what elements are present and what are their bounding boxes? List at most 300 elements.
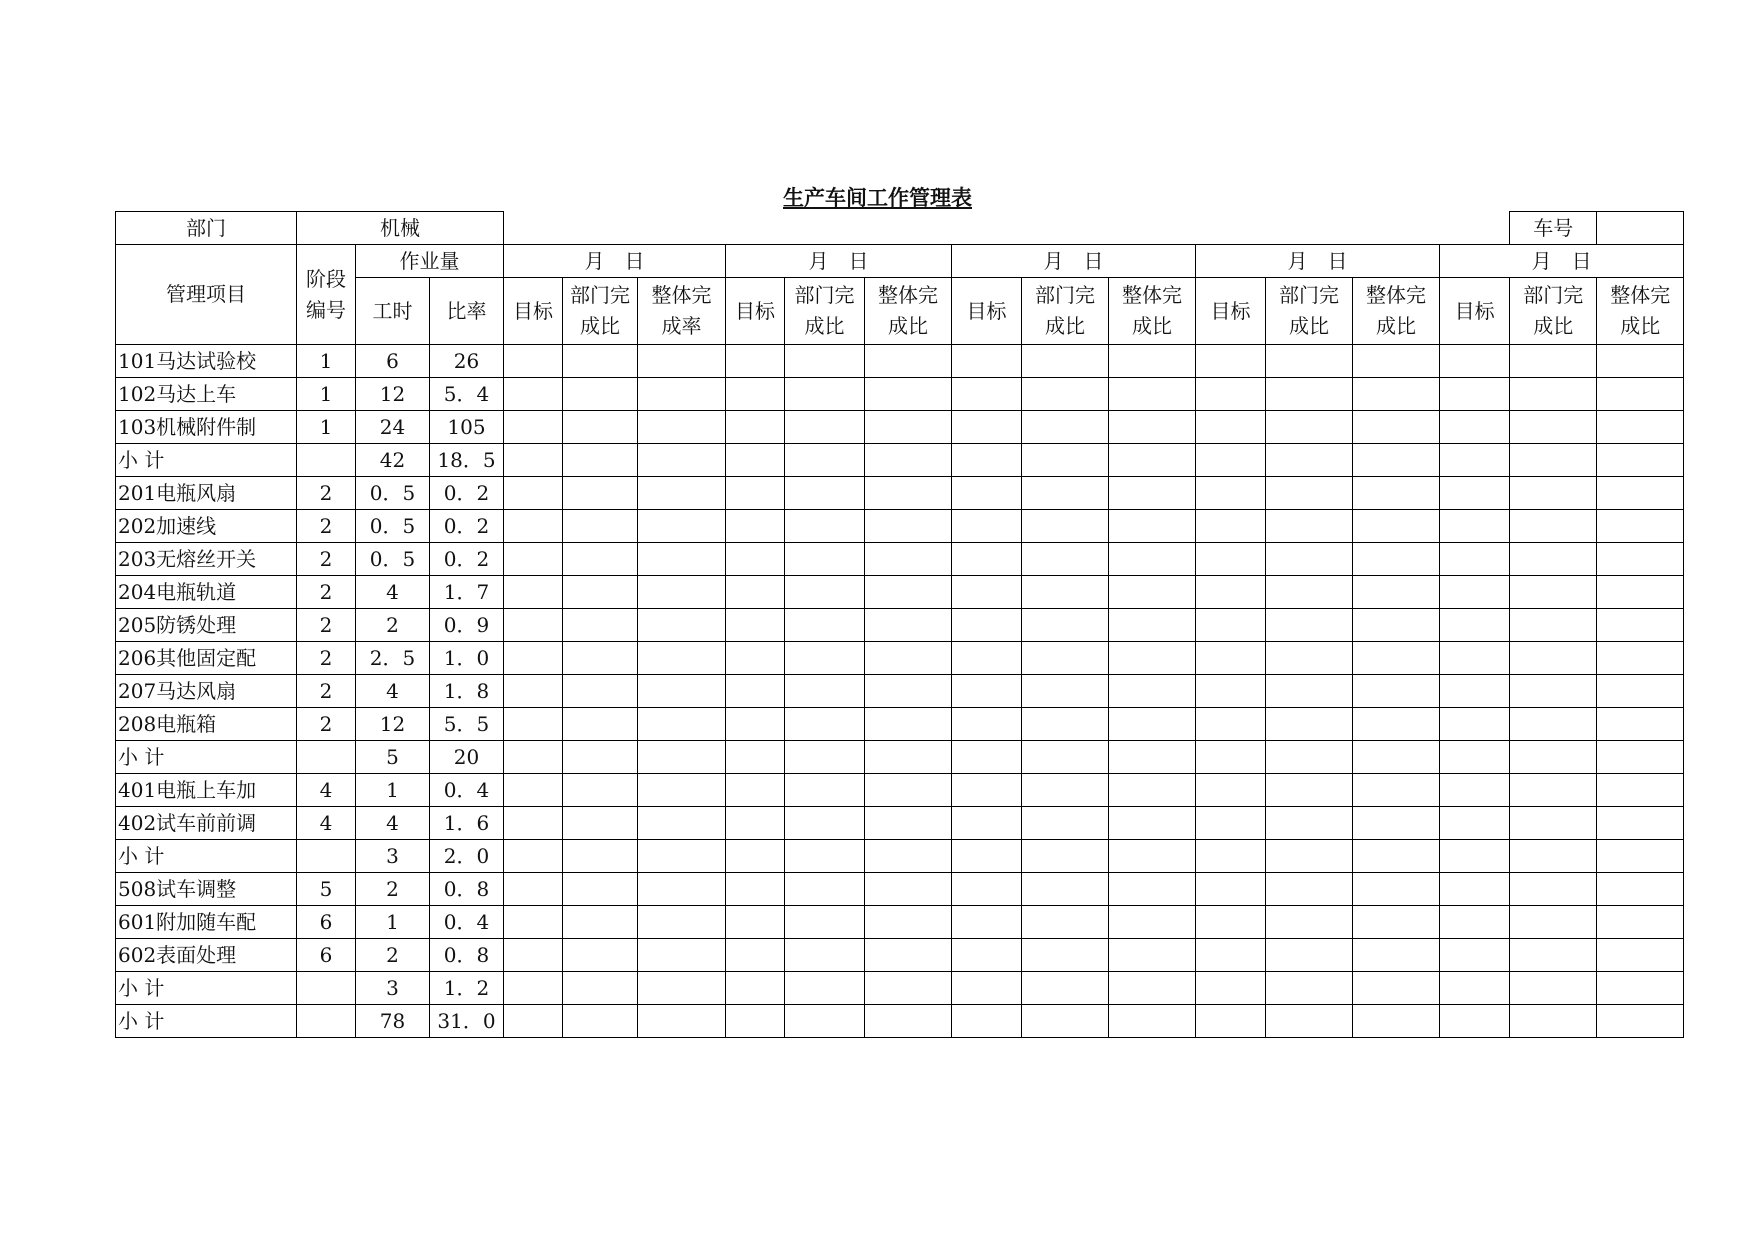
entry-cell[interactable] (952, 510, 1022, 543)
entry-cell[interactable] (1196, 543, 1266, 576)
entry-cell[interactable] (865, 477, 952, 510)
entry-cell[interactable] (1109, 1005, 1196, 1038)
entry-cell[interactable] (1266, 939, 1353, 972)
entry-cell[interactable] (1022, 939, 1109, 972)
entry-cell[interactable] (1266, 1005, 1353, 1038)
entry-cell[interactable] (1022, 906, 1109, 939)
entry-cell[interactable] (1022, 477, 1109, 510)
entry-cell[interactable] (1440, 477, 1510, 510)
entry-cell[interactable] (865, 1005, 952, 1038)
entry-cell[interactable] (865, 510, 952, 543)
entry-cell[interactable] (952, 840, 1022, 873)
entry-cell[interactable] (785, 378, 865, 411)
entry-cell[interactable] (1353, 576, 1440, 609)
entry-cell[interactable] (726, 972, 785, 1005)
entry-cell[interactable] (1353, 477, 1440, 510)
entry-cell[interactable] (1022, 675, 1109, 708)
entry-cell[interactable] (1109, 807, 1196, 840)
entry-cell[interactable] (504, 906, 563, 939)
entry-cell[interactable] (638, 873, 726, 906)
entry-cell[interactable] (1353, 939, 1440, 972)
entry-cell[interactable] (952, 543, 1022, 576)
entry-cell[interactable] (638, 906, 726, 939)
entry-cell[interactable] (1440, 642, 1510, 675)
entry-cell[interactable] (1196, 873, 1266, 906)
entry-cell[interactable] (638, 576, 726, 609)
entry-cell[interactable] (1353, 510, 1440, 543)
entry-cell[interactable] (865, 708, 952, 741)
entry-cell[interactable] (504, 378, 563, 411)
entry-cell[interactable] (952, 675, 1022, 708)
entry-cell[interactable] (726, 609, 785, 642)
entry-cell[interactable] (563, 906, 638, 939)
entry-cell[interactable] (952, 873, 1022, 906)
entry-cell[interactable] (504, 411, 563, 444)
entry-cell[interactable] (1109, 741, 1196, 774)
entry-cell[interactable] (865, 840, 952, 873)
entry-cell[interactable] (1510, 444, 1597, 477)
entry-cell[interactable] (1022, 411, 1109, 444)
entry-cell[interactable] (1510, 543, 1597, 576)
entry-cell[interactable] (1266, 675, 1353, 708)
entry-cell[interactable] (865, 873, 952, 906)
entry-cell[interactable] (1109, 345, 1196, 378)
entry-cell[interactable] (785, 972, 865, 1005)
entry-cell[interactable] (504, 873, 563, 906)
entry-cell[interactable] (563, 939, 638, 972)
entry-cell[interactable] (1022, 741, 1109, 774)
entry-cell[interactable] (1510, 1005, 1597, 1038)
entry-cell[interactable] (1440, 345, 1510, 378)
entry-cell[interactable] (638, 444, 726, 477)
entry-cell[interactable] (726, 510, 785, 543)
entry-cell[interactable] (638, 675, 726, 708)
entry-cell[interactable] (785, 345, 865, 378)
entry-cell[interactable] (1510, 972, 1597, 1005)
entry-cell[interactable] (952, 708, 1022, 741)
entry-cell[interactable] (1440, 774, 1510, 807)
entry-cell[interactable] (563, 840, 638, 873)
entry-cell[interactable] (1597, 741, 1684, 774)
entry-cell[interactable] (563, 807, 638, 840)
entry-cell[interactable] (1022, 510, 1109, 543)
entry-cell[interactable] (1266, 510, 1353, 543)
entry-cell[interactable] (563, 708, 638, 741)
entry-cell[interactable] (1109, 675, 1196, 708)
entry-cell[interactable] (726, 576, 785, 609)
entry-cell[interactable] (1597, 675, 1684, 708)
entry-cell[interactable] (1440, 972, 1510, 1005)
entry-cell[interactable] (726, 807, 785, 840)
entry-cell[interactable] (1196, 774, 1266, 807)
entry-cell[interactable] (504, 543, 563, 576)
entry-cell[interactable] (865, 345, 952, 378)
entry-cell[interactable] (1196, 510, 1266, 543)
entry-cell[interactable] (504, 477, 563, 510)
entry-cell[interactable] (1196, 906, 1266, 939)
entry-cell[interactable] (726, 477, 785, 510)
entry-cell[interactable] (785, 1005, 865, 1038)
entry-cell[interactable] (1510, 609, 1597, 642)
entry-cell[interactable] (1266, 840, 1353, 873)
entry-cell[interactable] (1353, 378, 1440, 411)
entry-cell[interactable] (1109, 939, 1196, 972)
entry-cell[interactable] (1109, 642, 1196, 675)
entry-cell[interactable] (1440, 939, 1510, 972)
entry-cell[interactable] (785, 642, 865, 675)
entry-cell[interactable] (952, 1005, 1022, 1038)
entry-cell[interactable] (1022, 576, 1109, 609)
entry-cell[interactable] (1510, 939, 1597, 972)
entry-cell[interactable] (785, 543, 865, 576)
entry-cell[interactable] (1022, 444, 1109, 477)
entry-cell[interactable] (1109, 543, 1196, 576)
entry-cell[interactable] (1353, 708, 1440, 741)
entry-cell[interactable] (1109, 774, 1196, 807)
entry-cell[interactable] (563, 477, 638, 510)
entry-cell[interactable] (726, 939, 785, 972)
dept-value[interactable] (297, 212, 504, 245)
entry-cell[interactable] (726, 345, 785, 378)
entry-cell[interactable] (1109, 576, 1196, 609)
entry-cell[interactable] (785, 807, 865, 840)
entry-cell[interactable] (1196, 741, 1266, 774)
entry-cell[interactable] (1196, 972, 1266, 1005)
entry-cell[interactable] (1440, 444, 1510, 477)
entry-cell[interactable] (1109, 378, 1196, 411)
entry-cell[interactable] (952, 741, 1022, 774)
entry-cell[interactable] (726, 444, 785, 477)
entry-cell[interactable] (952, 576, 1022, 609)
entry-cell[interactable] (563, 642, 638, 675)
entry-cell[interactable] (1510, 477, 1597, 510)
entry-cell[interactable] (1196, 807, 1266, 840)
entry-cell[interactable] (1266, 807, 1353, 840)
entry-cell[interactable] (1266, 576, 1353, 609)
entry-cell[interactable] (1510, 840, 1597, 873)
entry-cell[interactable] (1266, 411, 1353, 444)
entry-cell[interactable] (1353, 807, 1440, 840)
entry-cell[interactable] (785, 675, 865, 708)
entry-cell[interactable] (1022, 609, 1109, 642)
entry-cell[interactable] (726, 642, 785, 675)
entry-cell[interactable] (1266, 708, 1353, 741)
car-value[interactable] (1597, 212, 1684, 245)
entry-cell[interactable] (726, 873, 785, 906)
entry-cell[interactable] (1597, 774, 1684, 807)
entry-cell[interactable] (638, 378, 726, 411)
entry-cell[interactable] (1510, 741, 1597, 774)
entry-cell[interactable] (785, 774, 865, 807)
entry-cell[interactable] (1109, 510, 1196, 543)
entry-cell[interactable] (1022, 1005, 1109, 1038)
entry-cell[interactable] (865, 609, 952, 642)
entry-cell[interactable] (638, 807, 726, 840)
entry-cell[interactable] (1109, 609, 1196, 642)
entry-cell[interactable] (726, 411, 785, 444)
entry-cell[interactable] (1266, 609, 1353, 642)
entry-cell[interactable] (1440, 378, 1510, 411)
entry-cell[interactable] (865, 741, 952, 774)
entry-cell[interactable] (865, 444, 952, 477)
entry-cell[interactable] (504, 840, 563, 873)
entry-cell[interactable] (1597, 873, 1684, 906)
entry-cell[interactable] (1597, 510, 1684, 543)
entry-cell[interactable] (504, 741, 563, 774)
entry-cell[interactable] (865, 972, 952, 1005)
entry-cell[interactable] (1353, 972, 1440, 1005)
entry-cell[interactable] (638, 345, 726, 378)
entry-cell[interactable] (1440, 411, 1510, 444)
entry-cell[interactable] (1597, 807, 1684, 840)
entry-cell[interactable] (1440, 708, 1510, 741)
entry-cell[interactable] (563, 510, 638, 543)
entry-cell[interactable] (1266, 906, 1353, 939)
entry-cell[interactable] (1353, 840, 1440, 873)
entry-cell[interactable] (785, 906, 865, 939)
entry-cell[interactable] (1510, 873, 1597, 906)
entry-cell[interactable] (1196, 939, 1266, 972)
entry-cell[interactable] (1597, 972, 1684, 1005)
entry-cell[interactable] (726, 708, 785, 741)
entry-cell[interactable] (504, 708, 563, 741)
entry-cell[interactable] (563, 873, 638, 906)
entry-cell[interactable] (1510, 642, 1597, 675)
entry-cell[interactable] (1109, 708, 1196, 741)
entry-cell[interactable] (1266, 873, 1353, 906)
entry-cell[interactable] (1510, 774, 1597, 807)
entry-cell[interactable] (638, 741, 726, 774)
entry-cell[interactable] (1266, 345, 1353, 378)
entry-cell[interactable] (865, 411, 952, 444)
entry-cell[interactable] (1510, 708, 1597, 741)
entry-cell[interactable] (1353, 675, 1440, 708)
entry-cell[interactable] (1353, 411, 1440, 444)
entry-cell[interactable] (504, 939, 563, 972)
entry-cell[interactable] (785, 708, 865, 741)
entry-cell[interactable] (1196, 378, 1266, 411)
entry-cell[interactable] (952, 345, 1022, 378)
entry-cell[interactable] (1440, 1005, 1510, 1038)
entry-cell[interactable] (1022, 378, 1109, 411)
entry-cell[interactable] (504, 609, 563, 642)
entry-cell[interactable] (1597, 543, 1684, 576)
entry-cell[interactable] (785, 840, 865, 873)
entry-cell[interactable] (1597, 840, 1684, 873)
entry-cell[interactable] (1022, 774, 1109, 807)
entry-cell[interactable] (1196, 477, 1266, 510)
entry-cell[interactable] (726, 906, 785, 939)
entry-cell[interactable] (1266, 642, 1353, 675)
entry-cell[interactable] (1510, 906, 1597, 939)
entry-cell[interactable] (785, 411, 865, 444)
entry-cell[interactable] (1266, 972, 1353, 1005)
entry-cell[interactable] (1440, 510, 1510, 543)
entry-cell[interactable] (952, 774, 1022, 807)
entry-cell[interactable] (1440, 840, 1510, 873)
entry-cell[interactable] (726, 774, 785, 807)
entry-cell[interactable] (1597, 609, 1684, 642)
entry-cell[interactable] (504, 1005, 563, 1038)
entry-cell[interactable] (1109, 411, 1196, 444)
entry-cell[interactable] (638, 774, 726, 807)
entry-cell[interactable] (1109, 444, 1196, 477)
entry-cell[interactable] (563, 543, 638, 576)
entry-cell[interactable] (563, 741, 638, 774)
entry-cell[interactable] (504, 444, 563, 477)
entry-cell[interactable] (638, 642, 726, 675)
entry-cell[interactable] (1440, 873, 1510, 906)
entry-cell[interactable] (726, 675, 785, 708)
entry-cell[interactable] (504, 972, 563, 1005)
entry-cell[interactable] (563, 444, 638, 477)
entry-cell[interactable] (952, 444, 1022, 477)
entry-cell[interactable] (952, 939, 1022, 972)
entry-cell[interactable] (1109, 906, 1196, 939)
entry-cell[interactable] (504, 675, 563, 708)
entry-cell[interactable] (785, 576, 865, 609)
entry-cell[interactable] (1597, 906, 1684, 939)
entry-cell[interactable] (638, 708, 726, 741)
entry-cell[interactable] (1440, 675, 1510, 708)
entry-cell[interactable] (1196, 576, 1266, 609)
entry-cell[interactable] (504, 642, 563, 675)
entry-cell[interactable] (1022, 642, 1109, 675)
entry-cell[interactable] (1266, 774, 1353, 807)
entry-cell[interactable] (563, 1005, 638, 1038)
entry-cell[interactable] (1353, 873, 1440, 906)
entry-cell[interactable] (1353, 1005, 1440, 1038)
entry-cell[interactable] (1022, 708, 1109, 741)
entry-cell[interactable] (1196, 1005, 1266, 1038)
entry-cell[interactable] (1353, 444, 1440, 477)
entry-cell[interactable] (1597, 1005, 1684, 1038)
entry-cell[interactable] (1196, 642, 1266, 675)
entry-cell[interactable] (1353, 741, 1440, 774)
entry-cell[interactable] (952, 411, 1022, 444)
entry-cell[interactable] (1109, 840, 1196, 873)
entry-cell[interactable] (638, 1005, 726, 1038)
entry-cell[interactable] (952, 609, 1022, 642)
entry-cell[interactable] (1510, 807, 1597, 840)
entry-cell[interactable] (1353, 345, 1440, 378)
entry-cell[interactable] (638, 939, 726, 972)
entry-cell[interactable] (1109, 873, 1196, 906)
entry-cell[interactable] (785, 444, 865, 477)
entry-cell[interactable] (726, 840, 785, 873)
entry-cell[interactable] (1510, 411, 1597, 444)
entry-cell[interactable] (865, 642, 952, 675)
entry-cell[interactable] (952, 477, 1022, 510)
entry-cell[interactable] (726, 378, 785, 411)
entry-cell[interactable] (1597, 378, 1684, 411)
entry-cell[interactable] (1109, 972, 1196, 1005)
entry-cell[interactable] (1109, 477, 1196, 510)
entry-cell[interactable] (785, 609, 865, 642)
entry-cell[interactable] (952, 906, 1022, 939)
entry-cell[interactable] (1196, 708, 1266, 741)
entry-cell[interactable] (1440, 906, 1510, 939)
entry-cell[interactable] (563, 972, 638, 1005)
entry-cell[interactable] (1597, 411, 1684, 444)
entry-cell[interactable] (1266, 477, 1353, 510)
entry-cell[interactable] (726, 543, 785, 576)
entry-cell[interactable] (1510, 510, 1597, 543)
entry-cell[interactable] (1196, 840, 1266, 873)
entry-cell[interactable] (638, 477, 726, 510)
entry-cell[interactable] (504, 510, 563, 543)
entry-cell[interactable] (1022, 873, 1109, 906)
entry-cell[interactable] (504, 807, 563, 840)
entry-cell[interactable] (1022, 345, 1109, 378)
entry-cell[interactable] (1196, 675, 1266, 708)
entry-cell[interactable] (865, 543, 952, 576)
entry-cell[interactable] (1196, 345, 1266, 378)
entry-cell[interactable] (785, 741, 865, 774)
entry-cell[interactable] (1022, 840, 1109, 873)
entry-cell[interactable] (563, 345, 638, 378)
entry-cell[interactable] (726, 741, 785, 774)
entry-cell[interactable] (504, 774, 563, 807)
entry-cell[interactable] (1353, 642, 1440, 675)
entry-cell[interactable] (1196, 444, 1266, 477)
entry-cell[interactable] (785, 510, 865, 543)
entry-cell[interactable] (1353, 543, 1440, 576)
entry-cell[interactable] (1597, 939, 1684, 972)
entry-cell[interactable] (638, 543, 726, 576)
entry-cell[interactable] (1440, 741, 1510, 774)
entry-cell[interactable] (952, 807, 1022, 840)
entry-cell[interactable] (1440, 609, 1510, 642)
entry-cell[interactable] (563, 675, 638, 708)
entry-cell[interactable] (1597, 444, 1684, 477)
entry-cell[interactable] (1266, 378, 1353, 411)
entry-cell[interactable] (1440, 807, 1510, 840)
entry-cell[interactable] (1196, 411, 1266, 444)
entry-cell[interactable] (952, 378, 1022, 411)
entry-cell[interactable] (638, 411, 726, 444)
entry-cell[interactable] (952, 972, 1022, 1005)
entry-cell[interactable] (785, 939, 865, 972)
entry-cell[interactable] (1353, 774, 1440, 807)
entry-cell[interactable] (1440, 576, 1510, 609)
entry-cell[interactable] (563, 378, 638, 411)
entry-cell[interactable] (1353, 609, 1440, 642)
entry-cell[interactable] (785, 477, 865, 510)
entry-cell[interactable] (785, 873, 865, 906)
entry-cell[interactable] (1597, 345, 1684, 378)
entry-cell[interactable] (1196, 609, 1266, 642)
entry-cell[interactable] (563, 411, 638, 444)
entry-cell[interactable] (865, 807, 952, 840)
entry-cell[interactable] (1440, 543, 1510, 576)
entry-cell[interactable] (563, 774, 638, 807)
entry-cell[interactable] (1597, 576, 1684, 609)
entry-cell[interactable] (1510, 378, 1597, 411)
entry-cell[interactable] (1022, 972, 1109, 1005)
entry-cell[interactable] (563, 576, 638, 609)
entry-cell[interactable] (865, 774, 952, 807)
entry-cell[interactable] (1597, 642, 1684, 675)
entry-cell[interactable] (1597, 708, 1684, 741)
entry-cell[interactable] (1266, 444, 1353, 477)
entry-cell[interactable] (1266, 543, 1353, 576)
entry-cell[interactable] (952, 642, 1022, 675)
entry-cell[interactable] (1510, 345, 1597, 378)
entry-cell[interactable] (638, 510, 726, 543)
entry-cell[interactable] (504, 576, 563, 609)
entry-cell[interactable] (1022, 807, 1109, 840)
